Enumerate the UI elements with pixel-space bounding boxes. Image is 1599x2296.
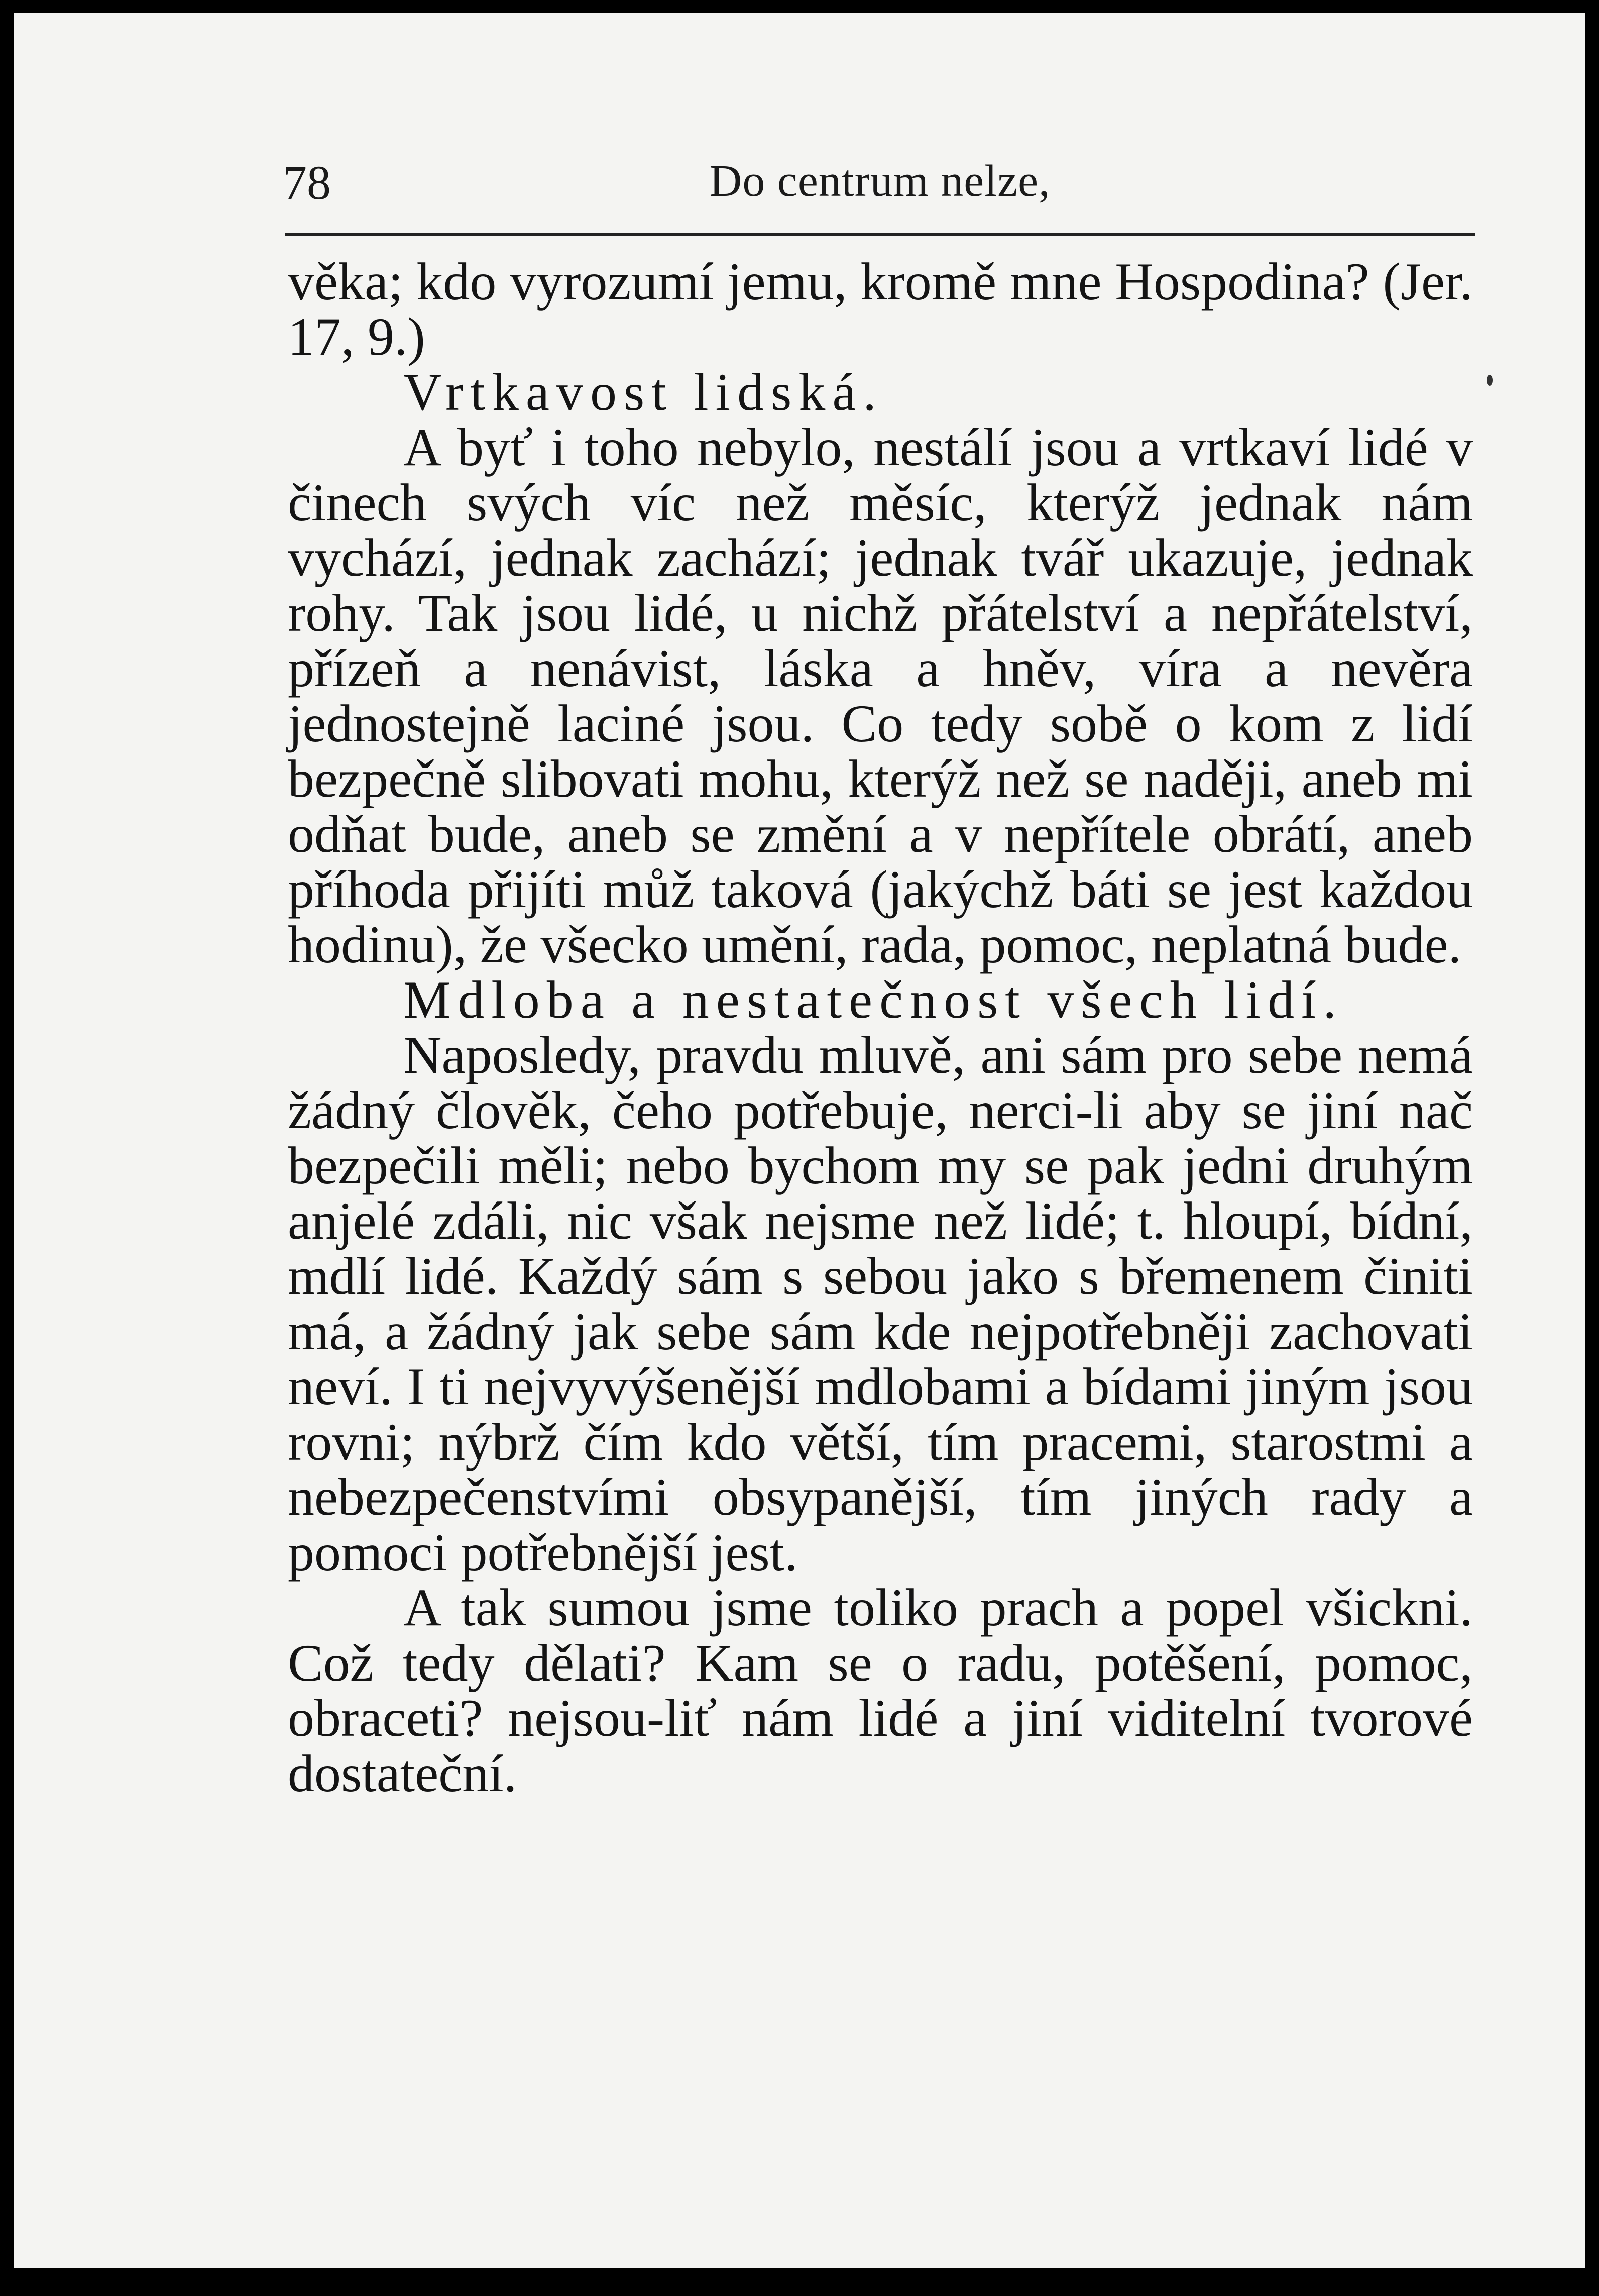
section-heading-vrtkavost: Vrtkavost lidská. xyxy=(403,363,883,421)
paragraph-continuation: věka; kdo vyrozumí jemu, kromě mne Hospodina? (Jer. 17, 9.) xyxy=(288,252,1473,366)
running-title: Do centrum nelze, xyxy=(709,156,1051,206)
section-heading-mdloba: Mdloba a nestatečnost všech lidí. xyxy=(403,970,1344,1029)
paragraph-conclusion: A tak sumou jsme toliko prach a popel všickni. Což tedy dělati? Kam se o radu, potěšení, pomoc, obraceti? nejsou-liť nám lidé a jiní viditelní tvorové dostateční. xyxy=(288,1578,1473,1803)
page-body xyxy=(288,254,1473,1801)
print-speck xyxy=(1487,375,1493,386)
paragraph-mdloba: Naposledy, pravdu mluvě, ani sám pro sebe nemá žádný člověk, čeho potřebuje, nerci-li aby se jiní nač bezpečili měli; nebo bychom my se pak jedni druhým anjelé zdáli, nic však nejsme než lidé; t. hloupí, bídní, mdlí lidé. Každý sám s sebou jako s břemenem činiti má, a žádný jak sebe sám kde nejpotřebněji zachovati neví. I ti nejvyvýšenější mdlobami a bídami jiným jsou rovni; nýbrž čím kdo větší, tím pracemi, starostmi a nebezpečenstvími obsypanější, tím jiných rady a pomoci potřebnější jest. xyxy=(288,1026,1473,1582)
paragraph-vrtkavost: A byť i toho nebylo, nestálí jsou a vrtkaví lidé v činech svých víc než měsíc, kterýž jednak nám vychází, jednak zachází; jednak tvář ukazuje, jednak rohy. Tak jsou lidé, u nichž přátelství a nepřátelství, přízeň a nenávist, láska a hněv, víra a nevěra jednostejně laciné jsou. Co tedy sobě o kom z lidí bezpečně slibovati mohu, kterýž než se naději, aneb mi odňat bude, aneb se změní a v nepřítele obrátí, aneb příhoda přijíti můž taková (jakýchž báti se jest každou hodinu), že všecko umění, rada, pomoc, neplatná bude. xyxy=(288,418,1473,974)
book-page xyxy=(14,13,1585,2268)
page-number: 78 xyxy=(283,156,331,209)
page-header xyxy=(14,13,1585,224)
header-rule xyxy=(285,233,1475,236)
